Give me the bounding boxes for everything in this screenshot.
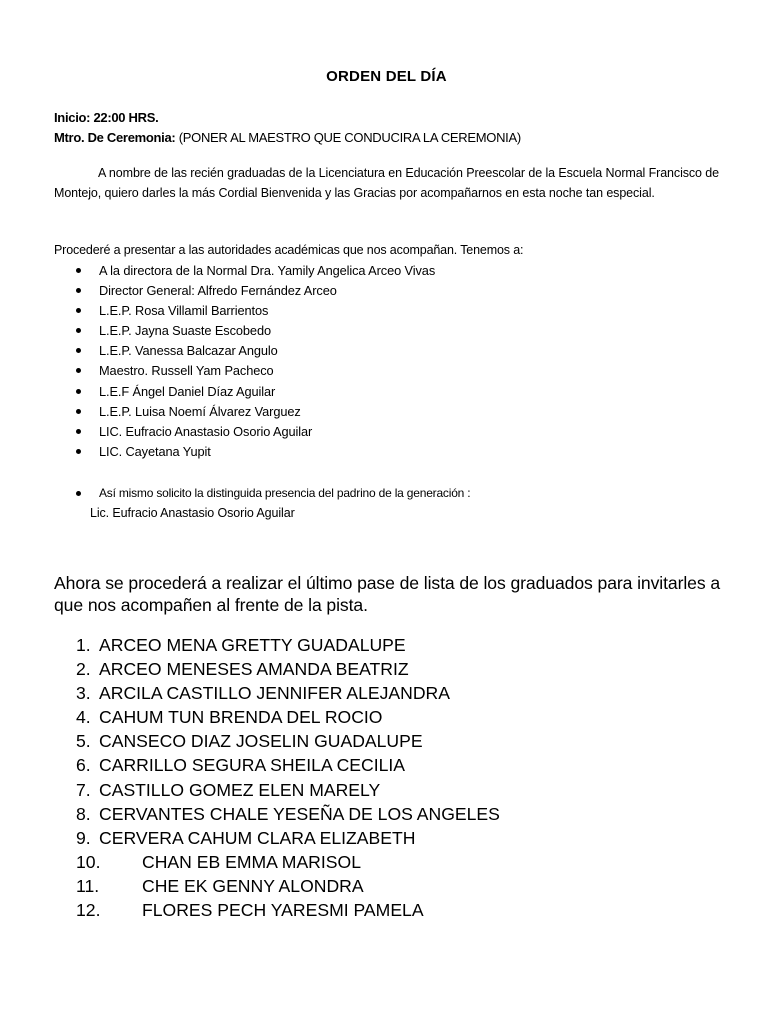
graduate-name: CASTILLO GOMEZ ELEN MARELY bbox=[99, 779, 381, 800]
authority-name: Director General: Alfredo Fernández Arceo bbox=[99, 283, 337, 299]
bullet-icon bbox=[76, 348, 81, 353]
master-of-ceremony bbox=[54, 128, 521, 148]
graduate-name: ARCILA CASTILLO JENNIFER ALEJANDRA bbox=[99, 683, 450, 704]
list-item bbox=[0, 301, 435, 321]
list-item bbox=[0, 382, 435, 402]
list-number: 12. bbox=[76, 900, 101, 921]
bullet-icon bbox=[76, 308, 81, 313]
list-number: 7. bbox=[76, 779, 91, 800]
bullet-icon bbox=[76, 491, 81, 496]
graduate-name: CERVERA CAHUM CLARA ELIZABETH bbox=[99, 827, 416, 848]
list-item bbox=[0, 321, 435, 341]
list-number: 10. bbox=[76, 851, 101, 872]
master-of-ceremony-value: (PONER AL MAESTRO QUE CONDUCIRA LA CEREMONIA) bbox=[175, 130, 521, 145]
authority-name: L.E.F Ángel Daniel Díaz Aguilar bbox=[99, 383, 276, 399]
bullet-icon bbox=[76, 429, 81, 434]
start-time-label: Inicio: 22:00 HRS. bbox=[54, 110, 159, 125]
list-number: 3. bbox=[76, 683, 91, 704]
intro-text: A nombre de las recién graduadas de la Licenciatura en Educación Preescolar de la Escuela Normal Francisco de Montejo, quiero darles la más Cordial Bienvenida y las Gracias por acompañarnos en esta noche tan especial. bbox=[54, 166, 719, 200]
list-number: 2. bbox=[76, 659, 91, 680]
start-time bbox=[54, 108, 521, 128]
authority-name: LIC. Eufracio Anastasio Osorio Aguilar bbox=[99, 423, 313, 439]
graduate-name: CHAN EB EMMA MARISOL bbox=[142, 851, 361, 872]
list-item bbox=[0, 281, 435, 301]
graduate-name: CERVANTES CHALE YESEÑA DE LOS ANGELES bbox=[99, 803, 500, 824]
bullet-icon bbox=[76, 449, 81, 454]
authority-name: L.E.P. Vanessa Balcazar Angulo bbox=[99, 343, 278, 359]
godfather-name: Lic. Eufracio Anastasio Osorio Aguilar bbox=[90, 506, 295, 520]
authority-name: Maestro. Russell Yam Pacheco bbox=[99, 363, 274, 379]
graduate-name: ARCEO MENA GRETTY GUADALUPE bbox=[99, 635, 406, 655]
authorities-list bbox=[0, 261, 435, 462]
page-title: ORDEN DEL DÍA bbox=[326, 68, 447, 85]
meta-block bbox=[54, 108, 521, 148]
list-number: 4. bbox=[76, 707, 91, 728]
list-number: 1. bbox=[76, 635, 91, 655]
graduate-name: CAHUM TUN BRENDA DEL ROCIO bbox=[99, 707, 383, 728]
graduate-name: CHE EK GENNY ALONDRA bbox=[142, 875, 364, 896]
graduate-name: FLORES PECH YARESMI PAMELA bbox=[142, 900, 424, 921]
list-number: 9. bbox=[76, 827, 91, 848]
godfather-request bbox=[0, 483, 768, 503]
graduate-name: CANSECO DIAZ JOSELIN GUADALUPE bbox=[99, 731, 423, 752]
graduate-name: CARRILLO SEGURA SHEILA CECILIA bbox=[99, 755, 406, 776]
authorities-intro: Procederé a presentar a las autoridades académicas que nos acompañan. Tenemos a: bbox=[54, 243, 524, 257]
godfather-request-text: Así mismo solicito la distinguida presencia del padrino de la generación : bbox=[99, 486, 471, 500]
list-number: 5. bbox=[76, 731, 91, 752]
bullet-icon bbox=[76, 389, 81, 394]
graduate-name: ARCEO MENESES AMANDA BEATRIZ bbox=[99, 659, 409, 680]
bullet-icon bbox=[76, 409, 81, 414]
bullet-icon bbox=[76, 288, 81, 293]
list-item bbox=[0, 261, 435, 281]
authority-name: L.E.P. Jayna Suaste Escobedo bbox=[99, 323, 271, 339]
master-of-ceremony-label: Mtro. De Ceremonia: bbox=[54, 130, 176, 145]
authority-name: LIC. Cayetana Yupit bbox=[99, 443, 211, 459]
authority-name: A la directora de la Normal Dra. Yamily Angelica Arceo Vivas bbox=[99, 263, 436, 278]
authority-name: L.E.P. Rosa Villamil Barrientos bbox=[99, 303, 269, 319]
list-number: 8. bbox=[76, 803, 91, 824]
godfather-block bbox=[0, 483, 768, 523]
list-item bbox=[0, 361, 435, 381]
roll-call-intro: Ahora se procederá a realizar el último pase de lista de los graduados para invitarles a que nos acompañen al frente de la pista. bbox=[54, 573, 721, 615]
list-number: 11. bbox=[76, 875, 100, 896]
bullet-icon bbox=[76, 268, 81, 273]
list-item bbox=[0, 422, 435, 442]
intro-paragraph bbox=[54, 164, 719, 203]
list-number: 6. bbox=[76, 755, 91, 776]
list-item bbox=[0, 341, 435, 361]
authority-name: L.E.P. Luisa Noemí Álvarez Varguez bbox=[99, 403, 301, 419]
list-item bbox=[0, 402, 435, 422]
bullet-icon bbox=[76, 328, 81, 333]
list-item bbox=[0, 442, 435, 462]
bullet-icon bbox=[76, 368, 81, 373]
